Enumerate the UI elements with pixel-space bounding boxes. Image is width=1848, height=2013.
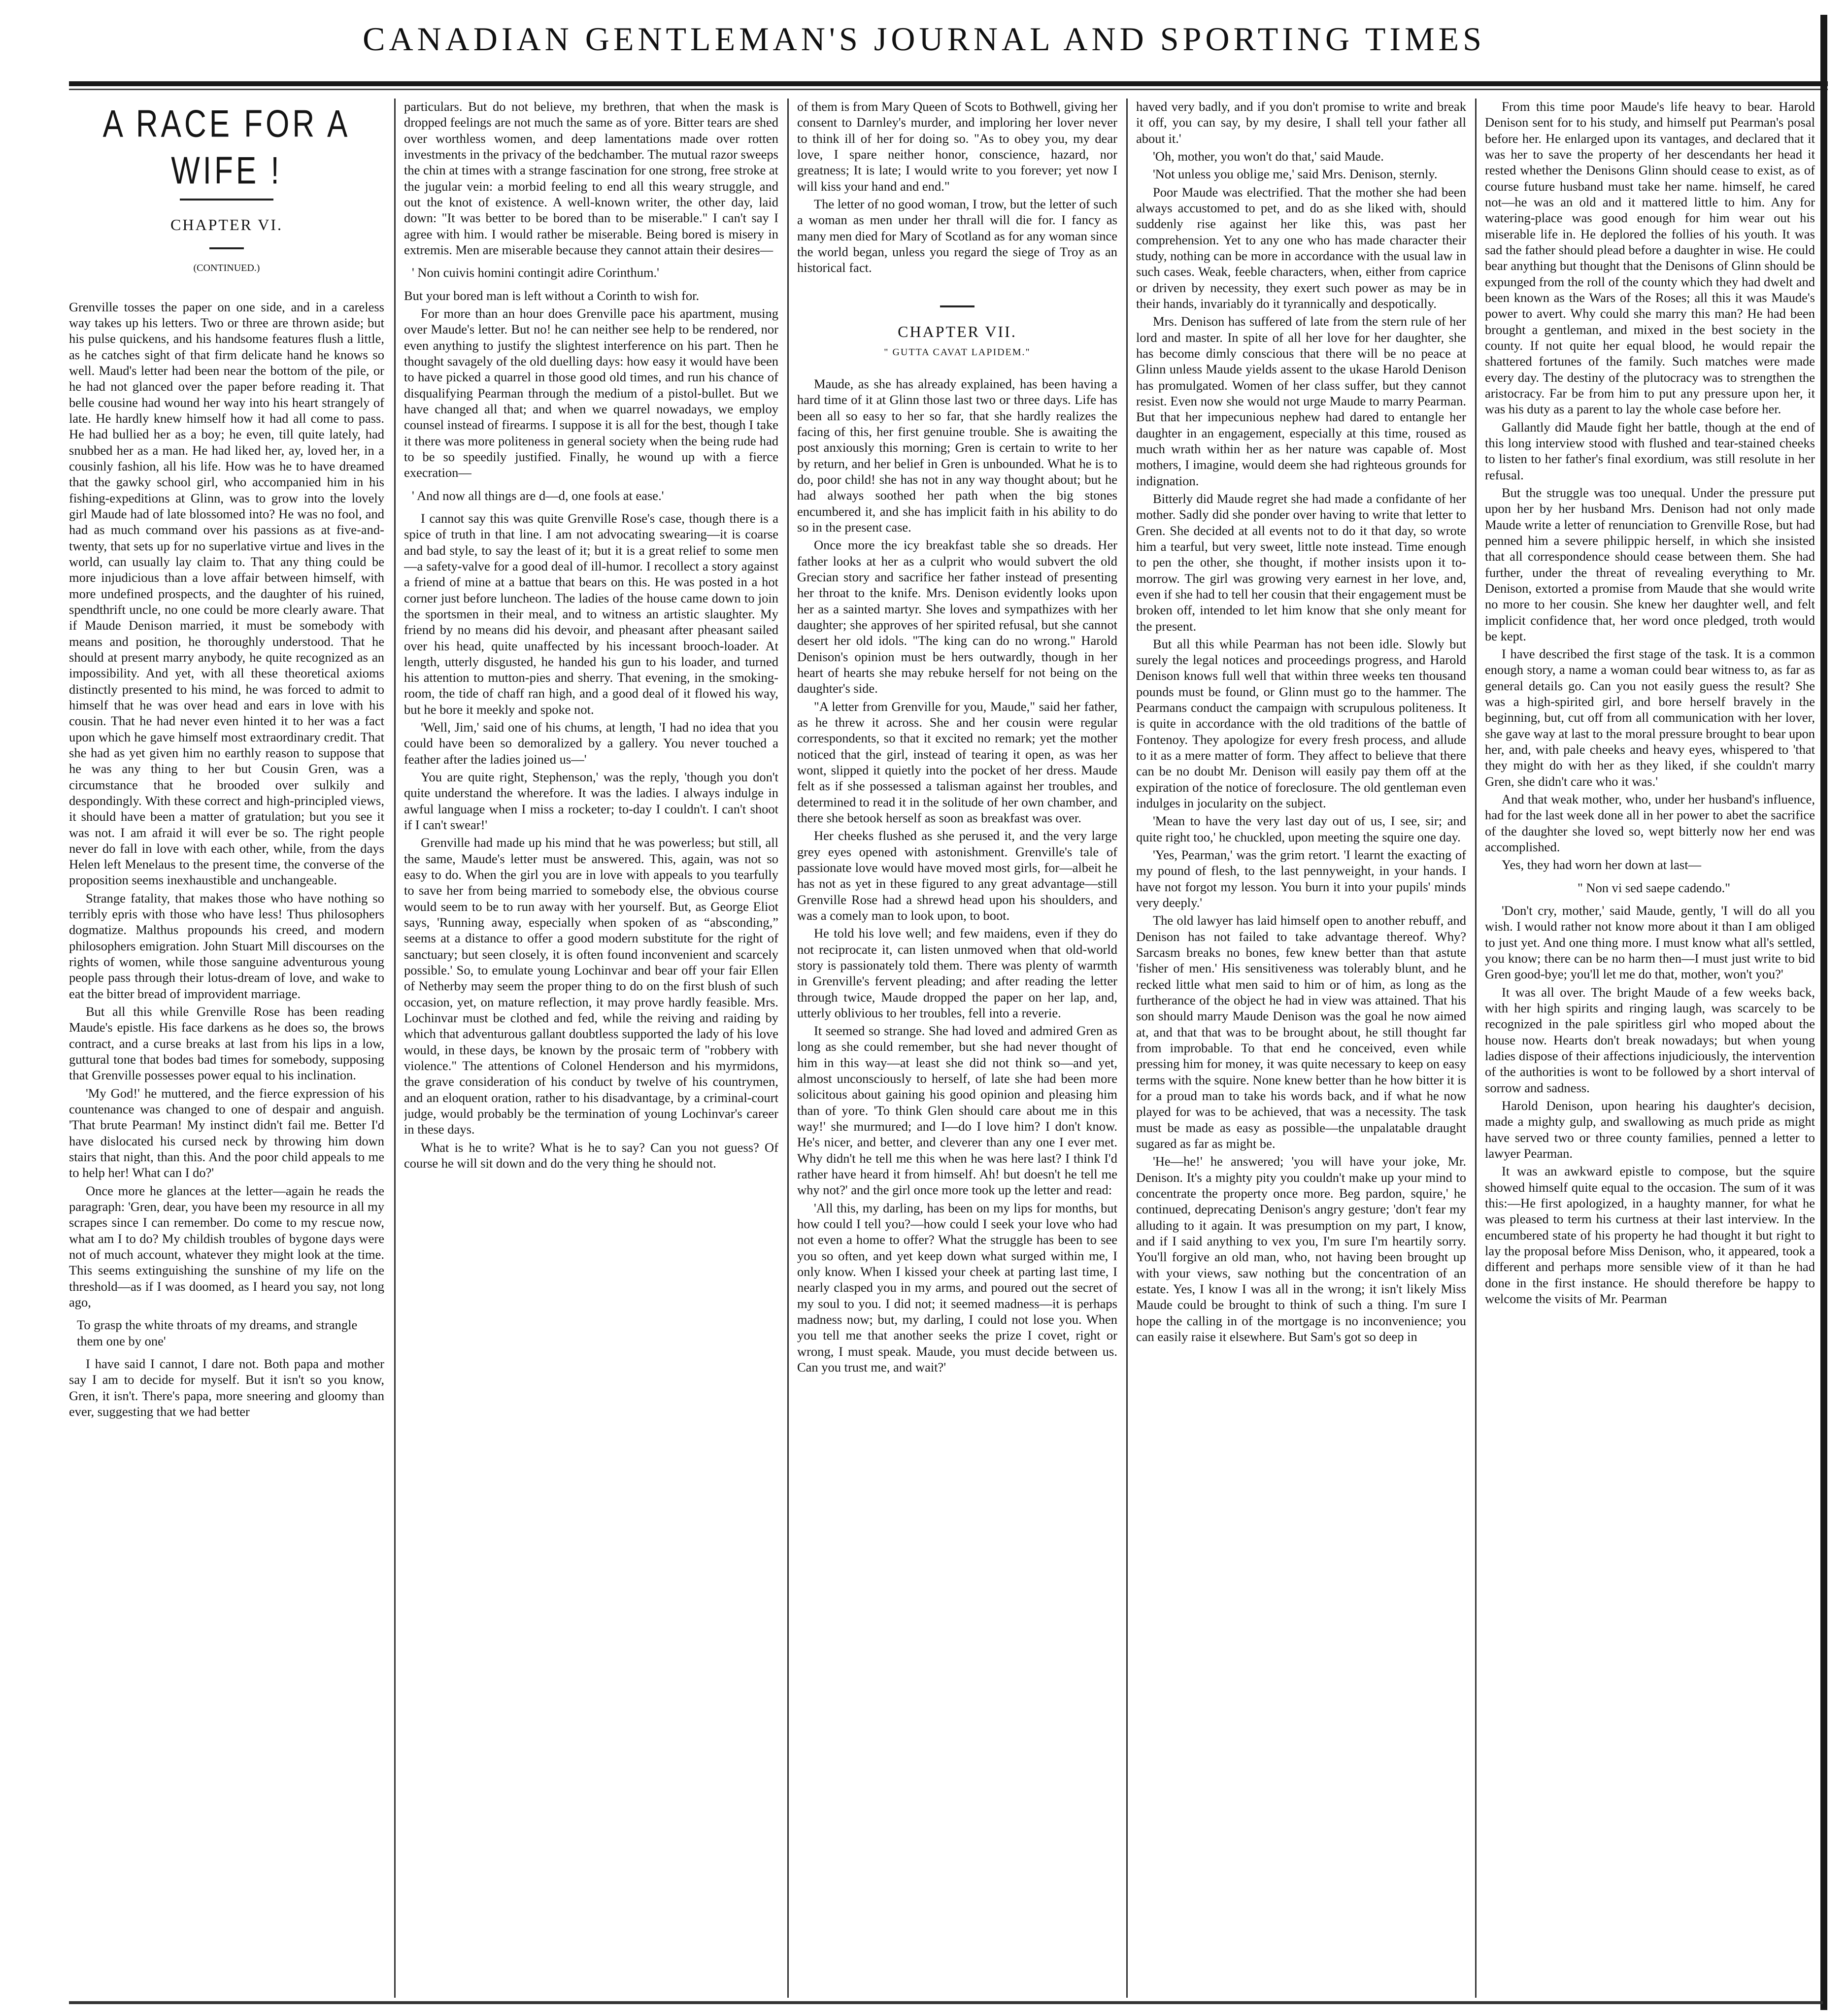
- paragraph: It was all over. The bright Maude of a few weeks back, with her high spirits and ringing laugh, was scarcely to be recognized in the pale spiritless girl who moped about the house now. Hearts don't break nowadays; but when young ladies dispose of their affections injudiciously, the intervention of the authorities is wont to be followed by a short interval of sorrow and sadness.: [1485, 984, 1815, 1095]
- paragraph: 'He—he!' he answered; 'you will have your joke, Mr. Denison. It's a mighty pity you couldn't make up your mind to concentrate the property once more. Beg pardon, squire,' he continued, deprecating Denison's angry gesture; 'don't fear my alluding to it again. It was presumption on my part, I know, and if I said anything to vex you, I'm sure I'm heartily sorry. You'll forgive an old man, who, not having been brought up with your views, saw nothing but the concentration of an estate. Yes, I know I was all in the wrong; it isn't likely Miss Maude could be brought to think of such a thing. I'm sure I hope the calling in of the mortgage is no inconvenience; you can easily raise it elsewhere. But Sam's got so deep in: [1136, 1154, 1466, 1344]
- paragraph: 'Don't cry, mother,' said Maude, gently, 'I will do all you wish. I would rather not know more about it than I am obliged to just yet. And one thing more. I must know what all's settled, you know; there can be no harm then—I must just write to bid Gren good-bye; you'll let me do that, mother, won't you?': [1485, 903, 1815, 982]
- paragraph: But your bored man is left without a Corinth to wish for.: [404, 288, 700, 303]
- column-divider: [394, 99, 396, 1998]
- latin-quote: ' Non cuivis homini contingit adire Corinthum.': [412, 265, 659, 280]
- paragraph: Grenville had made up his mind that he was powerless; but still, all the same, Maude's letter must be answered. This, again, was not so easy to do. When the girl you are in love with appeals to you tearfully to save her from being married to somebody else, the obvious course would seem to be to run away with her yourself. But, as George Eliot says, 'Running away, especially when spoken of as “absconding,” seems at a distance to offer a good modern substitute for the right of sanctuary; but seen closely, it is often found inconvenient and scarcely possible.' So, to emulate young Lochinvar and bear off your fair Ellen of Netherby may seem the proper thing to do on the first blush of such occasion, yet, on mature reflection, it may prove hardly feasible. Mrs. Lochinvar must be clothed and fed, while the reiving and raiding by which that adventurous gallant doubtless supported the lady of his love would, in these days, be known by the prosaic term of "robbery with violence." The attentions of Colonel Henderson and his myrmidons, the grave consideration of his conduct by twelve of his countrymen, and an eloquent oration, rather to his disadvantage, by a criminal-court judge, would probably be the termination of young Lochinvar's career in these days.: [404, 835, 778, 1137]
- paragraph: And that weak mother, who, under her husband's influence, had for the last week done all in her power to abet the sacrifice of the daughter she loved so, wept bitterly now her end was accomplished.: [1485, 792, 1815, 855]
- paragraph: 'Yes, Pearman,' was the grim retort. 'I learnt the exacting of my pound of flesh, to the last pennyweight, in your hands. I have not forgot my lesson. You burn it into your pupils' minds very deeply.': [1136, 847, 1466, 910]
- paragraph: haved very badly, and if you don't promise to write and break it off, you can say, by my desire, I shall tell your father all about it.': [1136, 99, 1466, 146]
- paragraph: Bitterly did Maude regret she had made a confidante of her mother. Sadly did she ponder over having to write that letter to Gren. She decided at all events not to do it that day, so wrote him a tearful, but very sweet, little note instead. Time enough to pen the other, she thought, if mother insists upon it to-morrow. The girl was growing very earnest in her love, and, even if she had to tell her cousin that their engagement must be broken off, intended to let him know that she only meant for the present.: [1136, 491, 1466, 634]
- paragraph: Gallantly did Maude fight her battle, though at the end of this long interview stood with flushed and tear-stained cheeks to listen to her father's final exordium, was still resolute in her refusal.: [1485, 419, 1815, 482]
- paragraph: 'Mean to have the very last day out of us, I see, sir; and quite right too,' he chuckled, upon meeting the squire one day.: [1136, 813, 1466, 844]
- paragraph: The old lawyer has laid himself open to another rebuff, and Denison has not failed to take advantage thereof. Why? Sarcasm breaks no bones, few knew better than that astute 'fisher of men.' His sensitiveness was tolerably blunt, and he recked little what men said to him or of him, as long as the furtherance of the object he had in view was attained. That his son should marry Maude Denison was the goal he now aimed at, and that that was to be brought about, he still thought far from improbable. To that end he conceived, even while pressing him for money, it was quite necessary to keep on easy terms with the squire. None knew better than he how bitter it is for a proud man to take his words back, and if what he now played for was to be achieved, that was a necessity. The task must be made as easy as possible—the unpalatable draught sugared as far as might be.: [1136, 913, 1466, 1151]
- continued-label: (CONTINUED.): [193, 263, 260, 274]
- paragraph: Grenville tosses the paper on one side, and in a careless way takes up his letters. Two or three are thrown aside; but his pulse quickens, and his handsome features flush a little, as he catches sight of that firm delicate hand he knows so well. Maud's letter had been near the bottom of the pile, or he had not glanced over the paper before reading it. That belle cousine had wound her way into his heart strangely of late. He hardly knew himself how it had all come to pass. He had bullied her as a boy; he even, till quite lately, had snubbed her as a man. He had liked her, ay, loved her, in a cousinly fashion, all his life. How was he to have dreamed that the gawky school girl, who accompanied him in his fishing-expeditions at Glinn, was to grow into the lovely girl Maude had of late blossomed into? He was no fool, and had as much command over his passions as at five-and-twenty, that sets up for no superlative virtue and lives in the world, can usually lay claim to. That any thing could be more injudicious than a love affair between himself, with more undefined prospects, and the daughter of his ruined, spendthrift uncle, no one could be more clearly aware. That if Maude Denison married, it must be somebody with means and position, he thoroughly understood. That he should at present marry anybody, he quite recognized as an impossibility. And yet, with all these theoretical axioms distinctly presented to his mind, he was forced to admit to himself that he was over head and ears in love with his cousin. That he had never even hinted it to her was a fact upon which he gave himself most extraordinary credit. That she had as yet given him no earthly reason to suppose that he was any thing to her but Cousin Gren, was a circumstance that he brooded over sulkily and despondingly. With these correct and high-principled views, it should have been a matter of gratulation; but you see it was not. I am afraid it will ever be so. The right people never do fall in love with each other, while, from the days Helen left Menelaus to the present time, the converse of the proposition seems inexhaustible and unchangeable.: [69, 299, 384, 888]
- paragraph: I have described the first stage of the task. It is a common enough story, a name a woman could bear witness to, as far as general details go. Can you not easily guess the result? She was a high-spirited girl, and bore herself bravely in the beginning, but, cut off from all communication with her lover, she gave way at last to the moral pressure brought to bear upon her, and, with pale cheeks and heavy eyes, whispered to 'that they might do with her as they liked, if she couldn't marry Gren, she didn't care who it was.': [1485, 646, 1815, 789]
- bottom-rule: [69, 2001, 1823, 2004]
- paragraph: of them is from Mary Queen of Scots to Bothwell, giving her consent to Darnley's murder, and imploring her lover never to think ill of her for doing so. "As to obey you, my dear love, I spare neither honor, conscience, hazard, nor greatness; It is late; I would write to you forever; yet now I will kiss your hand and end.": [797, 99, 1117, 194]
- verse-quote: ' And now all things are d—d, one fools at ease.': [412, 488, 664, 503]
- paragraph: I have said I cannot, I dare not. Both papa and mother say I am to decide for myself. But it isn't so you know, Gren, it isn't. There's papa, more sneering and gloomy than ever, suggesting that we had better: [69, 1356, 384, 1419]
- paragraph: It seemed so strange. She had loved and admired Gren as long as she could remember, but she had never thought of him in this way—at least she did not think so—and yet, almost unconsciously to herself, of late she had been more solicitous about gaining his good opinion and pleasing him than of yore. 'To think Glen should care about me in this way!' she murmured; and I—do I love him? I don't know. He's nicer, and better, and cleverer than any one I ever met. Why didn't he tell me this when he was here last? I think I'd rather have heard it from himself. Ah! but doesn't he tell me why not?' and the girl once more took up the letter and read:: [797, 1023, 1117, 1198]
- paragraph: Mrs. Denison has suffered of late from the stern rule of her lord and master. In spite of all her love for her daughter, she has become dimly conscious that there will be no peace at Glinn unless Maude yields assent to the ukase Harold Denison has promulgated. Women of her class suffer, but they cannot resist. Even now she would not urge Maude to marry Pearman. But that her impecunious nephew had dared to entangle her daughter in an engagement, especially at this time, roused as much wrath within her as her nature was capable of. Most mothers, I imagine, would deem she had righteous grounds for indignation.: [1136, 314, 1466, 488]
- chapter-epigraph: " GUTTA CAVAT LAPIDEM.": [884, 346, 1031, 358]
- paragraph: Harold Denison, upon hearing his daughter's decision, made a mighty gulp, and swallowing as much pride as might have served two or three county families, penned a letter to lawyer Pearman.: [1485, 1098, 1815, 1161]
- masthead: CANADIAN GENTLEMAN'S JOURNAL AND SPORTING TIMES: [363, 20, 1485, 58]
- masthead-rule: [69, 81, 1828, 86]
- paragraph: 'Well, Jim,' said one of his chums, at length, 'I had no idea that you could have been so demoralized by a gallery. You never touched a feather after the ladies joined us—': [404, 720, 778, 767]
- paragraph: "A letter from Grenville for you, Maude," said her father, as he threw it across. She and her cousin were regular correspondents, so that it excited no remark; yet the mother noticed that the girl, instead of tearing it open, as was her wont, slipped it quietly into the pocket of her dress. Maude felt as if she possessed a talisman against her troubles, and determined to read it in the solitude of her own chamber, and there she betook herself as soon as breakfast was over.: [797, 699, 1117, 825]
- title-rule: [180, 199, 273, 201]
- column-divider: [1475, 99, 1477, 1998]
- paragraph: You are quite right, Stephenson,' was the reply, 'though you don't quite understand the wherefore. It was the ladies. I always indulge in awful language when I miss a rocketer; to-day I couldn't. I can't shoot if I can't swear!': [404, 770, 778, 833]
- column-1: [69, 99, 384, 1998]
- paragraph: 'Not unless you oblige me,' said Mrs. Denison, sternly.: [1153, 167, 1438, 182]
- column-divider: [1126, 99, 1128, 1998]
- paragraph: Her cheeks flushed as she perused it, and the very large grey eyes opened with astonishment. Grenville's tale of passionate love would have moved most girls, for—albeit he has not as yet in these figured to any great advantage—still Grenville Rose had a shrewd head upon his shoulders, and was a comely man to look upon, to boot.: [797, 828, 1117, 923]
- column-4: [1136, 99, 1466, 1998]
- paragraph: He told his love well; and few maidens, even if they do not reciprocate it, can listen unmoved when that old-world story is passionately told them. There was plenty of warmth in Grenville's fervent pleading; and after reading the letter through twice, Maude dropped the paper on her lap, and, utterly oblivious to her troubles, fell into a reverie.: [797, 926, 1117, 1020]
- paragraph: But all this while Pearman has not been idle. Slowly but surely the legal notices and proceedings progress, and Harold Denison knows full well that within three weeks ten thousand pounds must be found, or Glinn must go to the hammer. The Pearmans conduct the campaign with scrupulous politeness. It is quite in accordance with the old traditions of the battle of Fontenoy. They apologize for every fresh process, and allude to it as a mere matter of form. They affect to believe that there can be no doubt Mr. Denison will easily pay them off at the expiration of the notice of foreclosure. The old gentleman even indulges in jocularity on the subject.: [1136, 636, 1466, 811]
- chapter-6-heading: CHAPTER VI.: [170, 216, 283, 234]
- paragraph: Once more the icy breakfast table she so dreads. Her father looks at her as a culprit who would subvert the old Grecian story and sacrifice her father instead of presenting her throat to the knife. Mrs. Denison evidently looks upon her as a sainted martyr. She loves and sympathizes with her daughter; she approves of her spirited refusal, but she cannot desert her old idols. "The king can do no wrong." Harold Denison's opinion must be hers outwardly, though in her heart of hearts she may rebuke herself for not being on the daughter's side.: [797, 537, 1117, 696]
- story-title: A RACE FOR A WIFE !: [102, 102, 351, 192]
- chapter-rule: [940, 305, 974, 307]
- chapter-rule: [209, 247, 244, 249]
- paragraph: I cannot say this was quite Grenville Rose's case, though there is a spice of truth in that line. I am not advocating swearing—it is coarse and bad style, to say the least of it; but it is a great relief to some men—a safety-valve for a good deal of ill-humor. I recollect a story against a friend of mine at a battue that bears on this. He was posted in a hot corner just before luncheon. The ladies of the house came down to join the sportsmen in their meal, and to witness an artistic slaughter. My friend by no means did his devoir, and pheasant after pheasant sailed over his head, quite unaffected by his incessant brooch-loader. At length, utterly disgusted, he handed his gun to his loader, and turned his attention to mutton-pies and sherry. That evening, in the smoking-room, the tide of chaff ran high, and a good deal of it flowed his way, but he bore it meekly and spoke not.: [404, 510, 778, 717]
- masthead-rule-thin: [69, 89, 1828, 90]
- paragraph: Strange fatality, that makes those who have nothing so terribly epris with those who have less! Thus philosophers dogmatize. Malthus propounds his creed, and modern philosophers emigration. John Stuart Mill discourses on the rights of women, while those sanguine adventurous young people pass through their lotus-dream of love, and wake to eat the bitter bread of improvident marriage.: [69, 890, 384, 1001]
- paragraph: Maude, as she has already explained, has been having a hard time of it at Glinn those last two or three days. Life has been all so easy to her so far, that she hardly realizes the facing of this, her first genuine trouble. She is awaiting the post anxiously this morning; Gren is certain to write to her by return, and her belief in Gren is unbounded. What he is to do, poor child! she has not in any way thought about; but he had always soothed her path when the big stones encumbered it, and she has implicit faith in his ability to do so in the present case.: [797, 376, 1117, 535]
- paragraph: The letter of no good woman, I trow, but the letter of such a woman as men under her thrall will die for. I fancy as many men died for Mary of Scotland as for any woman since the world began, unless you regard the siege of Troy as an historical fact.: [797, 196, 1117, 275]
- paragraph: For more than an hour does Grenville pace his apartment, musing over Maude's letter. But no! he can neither see help to be rendered, nor even anything to justify the slightest interference on his part. Then he thought savagely of the old duelling days: how easy it would have been to have picked a quarrel in those good old times, and run his chance of disqualifying Pearman through the medium of a pistol-bullet. But we have changed all that; and when we quarrel nowadays, we employ counsel instead of firearms. I suppose it is all for the best, though I take it there was more politeness in general society when the being rude had to be so speedily justified. Finally, he wound up with a fierce execration—: [404, 305, 778, 480]
- latin-quote: " Non vi sed saepe cadendo.": [1577, 880, 1731, 895]
- column-divider: [787, 99, 789, 1998]
- paragraph: Poor Maude was electrified. That the mother she had been always accustomed to pet, and do as she liked with, should suddenly rise against her like this, was past her comprehension. Yet to any one who has made character their study, nothing can be more in accordance with the usual law in such cases. Weak, feeble characters, when, either from caprice or driven by necessity, they exert such power as may be in their hands, invariably do it tyrannically and despotically.: [1136, 184, 1466, 311]
- chapter-7-heading: CHAPTER VII.: [898, 322, 1017, 340]
- paragraph: Once more he glances at the letter—again he reads the paragraph: 'Gren, dear, you have been my resource in all my scrapes since I can remember. Do come to my rescue now, what am I to do? My childish troubles of bygone days were not of much account, whatever they might look at the time. This seems extinguishing the sunshine of my life on the threshold—as if I was doomed, as I heard you say, not long ago,: [69, 1183, 384, 1310]
- paragraph: But the struggle was too unequal. Under the pressure put upon her by her husband Mrs. Denison had not only made Maude write a letter of renunciation to Grenville Rose, but had penned him a severe philippic herself, in which she insisted that all correspondence should cease between them. She had further, under the threat of revealing everything to Mr. Denison, extorted a promise from Maude that she would write no more to her cousin. She knew her daughter well, and felt implicit confidence that, her word once pledged, troth would be kept.: [1485, 485, 1815, 643]
- paragraph: It was an awkward epistle to compose, but the squire showed himself quite equal to the occasion. The sum of it was this:—He first apologized, in a haughty manner, for what he was pleased to term his curtness at their last interview. In the encumbered state of his property he had thought it but right to lay the proposal before Miss Denison, who, it appeared, took a different and perhaps more sensible view of it than he had done in the first instance. He should therefore be happy to welcome the visits of Mr. Pearman: [1485, 1164, 1815, 1306]
- page-edge: [1820, 15, 1827, 2010]
- column-2: [404, 99, 778, 1998]
- paragraph: 'Oh, mother, you won't do that,' said Maude.: [1153, 148, 1384, 164]
- paragraph: 'All this, my darling, has been on my lips for months, but how could I tell you?—how could I seek your love who had not even a home to offer? What the struggle has been to see you so often, and yet keep down what surged within me, I only know. When I kissed your cheek at parting last time, I nearly clasped you in my arms, and poured out the secret of my soul to you. I did not; it seemed madness—it is perhaps madness now; but, my darling, I could not lose you. When you tell me that another seeks the prize I covet, right or wrong, I must speak. Maude, you must decide between us. Can you trust me, and wait?': [797, 1200, 1117, 1375]
- paragraph: particulars. But do not believe, my brethren, that when the mask is dropped feelings are not much the same as of yore. Bitter tears are shed over worthless women, and deep lamentations made over rotten investments in the privacy of the bedchamber. The mutual razor sweeps the chin at times with a strange fascination for one strong, free stroke at the jugular vein: a morbid feeling to end all this weary struggle, and out the knot of existence. A well-known writer, the other day, laid down: "It was better to be bored than to be miserable." I can't say I agree with him. I would rather be miserable. Being bored is misery in extremis. Men are miserable because they cannot attain their desires—: [404, 99, 778, 257]
- paragraph: From this time poor Maude's life heavy to bear. Harold Denison sent for to his study, and himself put Pearman's posal before her. He enlarged upon its vantages, and declared that it was her to save the property of her descendants her head it rested whether the Denisons Glinn should cease to exist, as of course future husband must take her name. himself, he cared not—he was an old and it mattered little to him. Any for watering-place was good enough for him wear out his miserable life in. He deplored the follies of his youth. It was sad the father should plead before a daughter in wise. He could bear anything but thought that the Denisons of Glinn should be expunged from the roll of the county which they had dwelt and been known as the Wars of the Roses; all this it was Maude's power to avert. Why could she marry this man? He had been brought a gentleman, and mixed in the best society in the county. If not quite her equal blood, he would repair the shattered fortunes of the family. Such matches were made every day. The destiny of the plutocracy was to strengthen the aristocracy. Far be from him to put any pressure upon her, it was his duty as a parent to lay the whole case before her.: [1485, 99, 1815, 417]
- paragraph: 'My God!' he muttered, and the fierce expression of his countenance was changed to one of despair and anguish. 'That brute Pearman! My instinct didn't fail me. Better I'd have dislocated his cursed neck by throwing him down stairs that night, than this. And the poor child appeals to me to help her! What can I do?': [69, 1085, 384, 1180]
- paragraph: Yes, they had worn her down at last—: [1502, 857, 1702, 872]
- column-3: [797, 99, 1117, 1998]
- column-5: [1485, 99, 1815, 1998]
- verse-quote: To grasp the white throats of my dreams, and strangle them one by one': [77, 1317, 358, 1348]
- paragraph: But all this while Grenville Rose has been reading Maude's epistle. His face darkens as he does so, the brows contract, and a curse breaks at last from his lips in a low, guttural tone that bodes bad times for somebody, supposing that Grenville possesses power equal to his inclination.: [69, 1004, 384, 1083]
- paragraph: What is he to write? What is he to say? Can you not guess? Of course he will sit down and do the very thing he should not.: [404, 1140, 778, 1171]
